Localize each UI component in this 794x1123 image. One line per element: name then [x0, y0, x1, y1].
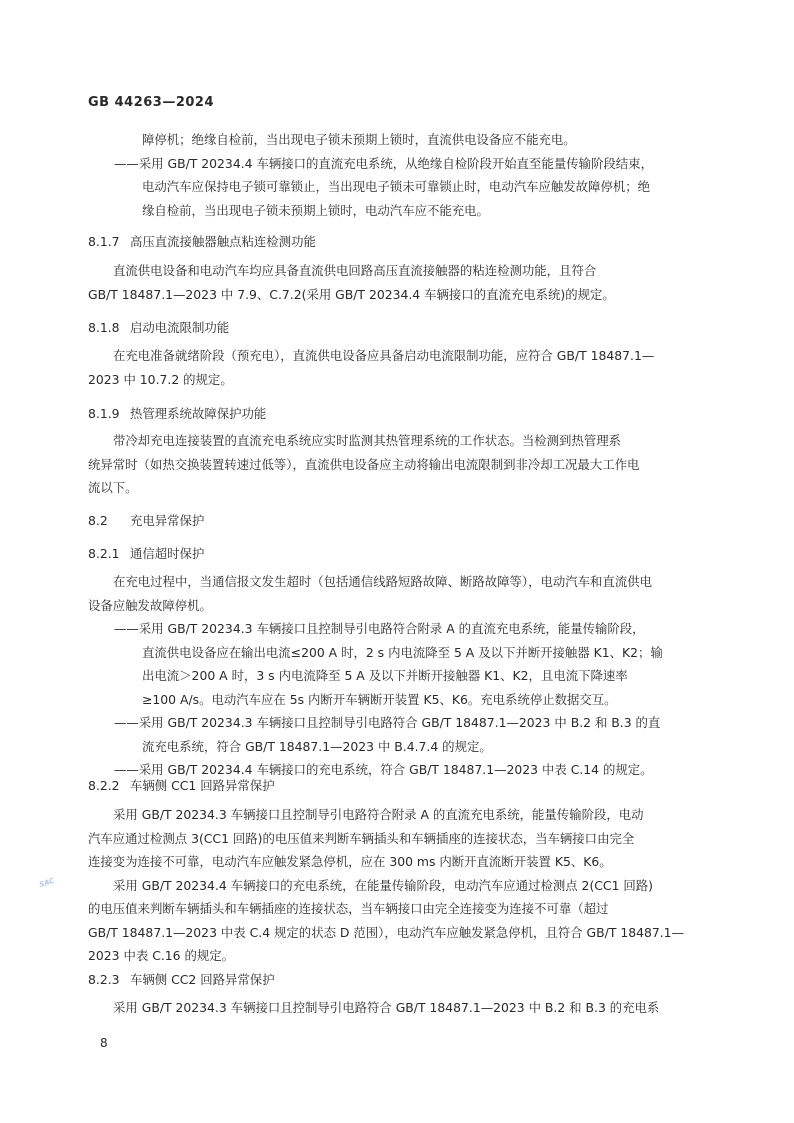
section-heading-8-2: [88, 511, 204, 529]
section-heading-8-2-2: [88, 776, 275, 794]
section-heading-8-2-3: [88, 970, 275, 988]
text-line: 的电压值来判断车辆插头和车辆插座的连接状态，当车辆接口由完全连接变为连接不可靠（超过: [88, 901, 609, 916]
section-title: 启动电流限制功能: [130, 320, 230, 335]
section-title: 车辆侧 CC1 回路异常保护: [130, 778, 275, 793]
section-number: 8.1.7: [88, 234, 120, 249]
section-body-8-2-1: [88, 570, 708, 782]
section-number: 8.1.8: [88, 320, 120, 335]
text-line: 流以下。: [88, 480, 138, 495]
section-number: 8.2.3: [88, 972, 120, 987]
standard-number-header: GB 44263—2024: [88, 95, 215, 110]
section-body-8-1-9: [88, 429, 708, 500]
text-line: 在充电过程中，当通信报文发生超时（包括通信线路短路故障、断路故障等），电动汽车和直流供电: [113, 574, 652, 589]
text-line: GB/T 18487.1—2023 中表 C.4 规定的状态 D 范围），电动汽车应触发紧急停机，且符合 GB/T 18487.1—: [88, 924, 684, 940]
section-number: 8.1.9: [88, 406, 120, 421]
section-body-8-2-3: [88, 996, 708, 1020]
text-line: 在充电准备就绪阶段（预充电），直流供电设备应具备启动电流限制功能，应符合 GB/T 18487.1—: [113, 348, 655, 363]
section-body-8-1-8: [88, 344, 708, 391]
section-number: 8.2.1: [88, 546, 120, 561]
page-number: 8: [100, 1036, 108, 1050]
text-line: 直流供电设备和电动汽车均应具备直流供电回路高压直流接触器的粘连检测功能，且符合: [113, 263, 597, 278]
text-line: 2023 中表 C.16 的规定。: [88, 948, 235, 963]
section-heading-8-2-1: [88, 544, 204, 562]
list-item: ——采用 GB/T 20234.4 车辆接口的直流充电系统，从绝缘自检阶段开始直至能量传输阶段结束，: [114, 155, 653, 171]
section-number: 8.2.2: [88, 778, 120, 793]
section-title: 车辆侧 CC2 回路异常保护: [130, 972, 275, 987]
section-title: 热管理系统故障保护功能: [130, 406, 267, 421]
section-title: 高压直流接触器触点粘连检测功能: [130, 234, 316, 249]
text-line: 统异常时（如热交换装置转速过低等），直流供电设备应主动将输出电流限制到非冷却工况最大工作电: [88, 456, 640, 472]
text-line: 采用 GB/T 20234.3 车辆接口且控制导引电路符合附录 A 的直流充电系统，能量传输阶段，电动: [113, 807, 644, 822]
text-line: GB/T 18487.1—2023 中 7.9、C.7.2(采用 GB/T 20234.4 车辆接口的直流充电系统)的规定。: [88, 286, 615, 302]
text-line: 2023 中 10.7.2 的规定。: [88, 371, 233, 387]
text-line: 汽车应通过检测点 3(CC1 回路)的电压值来判断车辆插头和车辆插座的连接状态，当车辆接口由完全: [88, 830, 635, 846]
watermark-logo: SAC: [38, 876, 56, 890]
text-line: ≥100 A/s。电动汽车应在 5s 内断开车辆断开装置 K5、K6。充电系统停止数据交互。: [142, 691, 617, 707]
text-line: 带冷却充电连接装置的直流充电系统应实时监测其热管理系统的工作状态。当检测到热管理系: [113, 433, 622, 448]
text-line: 采用 GB/T 20234.3 车辆接口且控制导引电路符合 GB/T 18487.1—2023 中 B.2 和 B.3 的充电系: [113, 1000, 660, 1015]
text-line: 设备应触发故障停机。: [88, 597, 212, 613]
top-continuation-block: [88, 128, 708, 222]
section-heading-8-1-7: [88, 232, 316, 250]
text-line: 出电流＞200 A 时，3 s 内电流降至 5 A 及以下并断开接触器 K1、K2，且电流下降速率: [142, 668, 628, 683]
text-line: 电动汽车应保持电子锁可靠锁止，当出现电子锁未可靠锁止时，电动汽车应触发故障停机；绝: [142, 179, 651, 194]
section-title: 通信超时保护: [130, 546, 205, 561]
text-line: 采用 GB/T 20234.4 车辆接口的充电系统，在能量传输阶段，电动汽车应通过检测点 2(CC1 回路): [113, 877, 654, 893]
section-body-8-2-2: [88, 803, 708, 968]
section-title: 充电异常保护: [130, 513, 205, 528]
text-line: 缘自检前，当出现电子锁未预期上锁时，电动汽车应不能充电。: [142, 202, 489, 218]
section-body-8-1-7: [88, 259, 708, 306]
list-item: ——采用 GB/T 20234.4 车辆接口的充电系统，符合 GB/T 18487.1—2023 中表 C.14 的规定。: [114, 762, 653, 777]
list-item: ——采用 GB/T 20234.3 车辆接口且控制导引电路符合附录 A 的直流充电系统，能量传输阶段，: [114, 621, 645, 636]
text-line: 流充电系统，符合 GB/T 18487.1—2023 中 B.4.7.4 的规定。: [142, 738, 492, 754]
text-line: 直流供电设备应在输出电流≤200 A 时，2 s 内电流降至 5 A 及以下并断开接触器 K1、K2；输: [142, 644, 663, 660]
text-line: 障停机；绝缘自检前，当出现电子锁未预期上锁时，直流供电设备应不能充电。: [142, 132, 576, 147]
text-line: 连接变为连接不可靠，电动汽车应触发紧急停机，应在 300 ms 内断开直流断开装置 K5、K6。: [88, 854, 612, 869]
section-heading-8-1-9: [88, 404, 266, 422]
section-heading-8-1-8: [88, 318, 229, 336]
list-item: ——采用 GB/T 20234.3 车辆接口且控制导引电路符合 GB/T 18487.1—2023 中 B.2 和 B.3 的直: [114, 715, 661, 730]
section-number: 8.2: [88, 513, 108, 528]
